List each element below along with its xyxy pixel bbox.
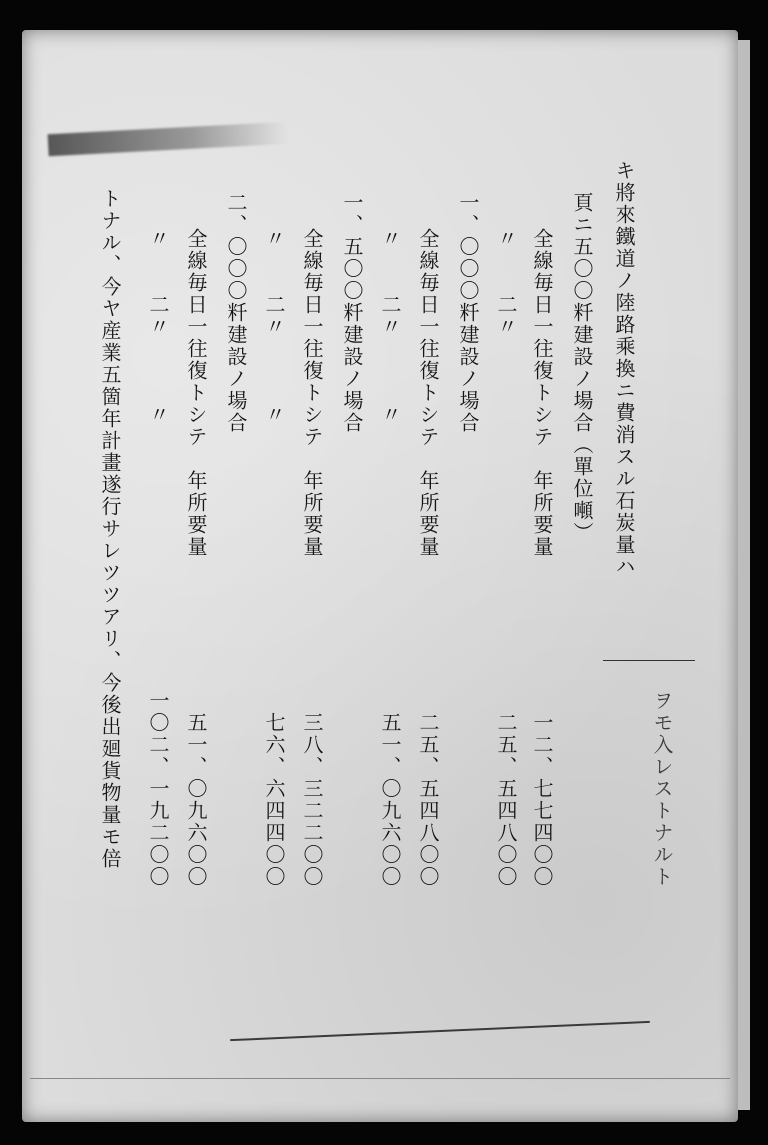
text-column-13-value: 一〇二、一九二〇〇 xyxy=(146,690,170,888)
text-column-7-value: 五一、〇九六〇〇 xyxy=(378,712,402,888)
bottom-rule xyxy=(30,1078,730,1079)
page-edge xyxy=(736,40,750,1110)
text-column-2: 頁ニ五〇〇粁建設ノ場合（單位噸） xyxy=(570,192,594,544)
text-column-4-label: 〃 二〃 xyxy=(494,228,518,338)
text-column-13-label: 〃 二〃 〃 xyxy=(146,228,170,426)
text-column-1: キ將來鐵道ノ陸路乘換ニ費消スル石炭量ハ xyxy=(612,160,636,578)
text-column-5: 一、〇〇〇粁建設ノ場合 xyxy=(456,192,480,434)
text-column-14: トナル、今ヤ産業五箇年計畫遂行サレツツアリ、今後出廻貨物量モ倍 xyxy=(98,188,122,870)
text-column-4-value: 二五、五四八〇〇 xyxy=(494,712,518,888)
text-column-8: 一、五〇〇粁建設ノ場合 xyxy=(340,192,364,434)
text-column-6-value: 二五、五四八〇〇 xyxy=(416,712,440,888)
text-column-10-value: 七六、六四四〇〇 xyxy=(262,712,286,888)
text-column-9-value: 三八、三二二〇〇 xyxy=(300,712,324,888)
text-column-12-value: 五一、〇九六〇〇 xyxy=(184,712,208,888)
text-column-10-label: 〃 二〃 〃 xyxy=(262,228,286,426)
text-column-9-label: 全線毎日一往復トシテ 年所要量 xyxy=(300,228,324,558)
text-column-1-continuation: ヲモ入レストナルト xyxy=(650,690,674,888)
text-column-12-label: 全線毎日一往復トシテ 年所要量 xyxy=(184,228,208,558)
text-column-6-label: 全線毎日一往復トシテ 年所要量 xyxy=(416,228,440,558)
underline-rule xyxy=(603,660,695,661)
text-column-3-value: 一二、七七四〇〇 xyxy=(530,712,554,888)
text-column-7-label: 〃 二〃 〃 xyxy=(378,228,402,426)
text-column-3-label: 全線毎日一往復トシテ 年所要量 xyxy=(530,228,554,558)
text-column-11: 二、〇〇〇粁建設ノ場合 xyxy=(224,192,248,434)
